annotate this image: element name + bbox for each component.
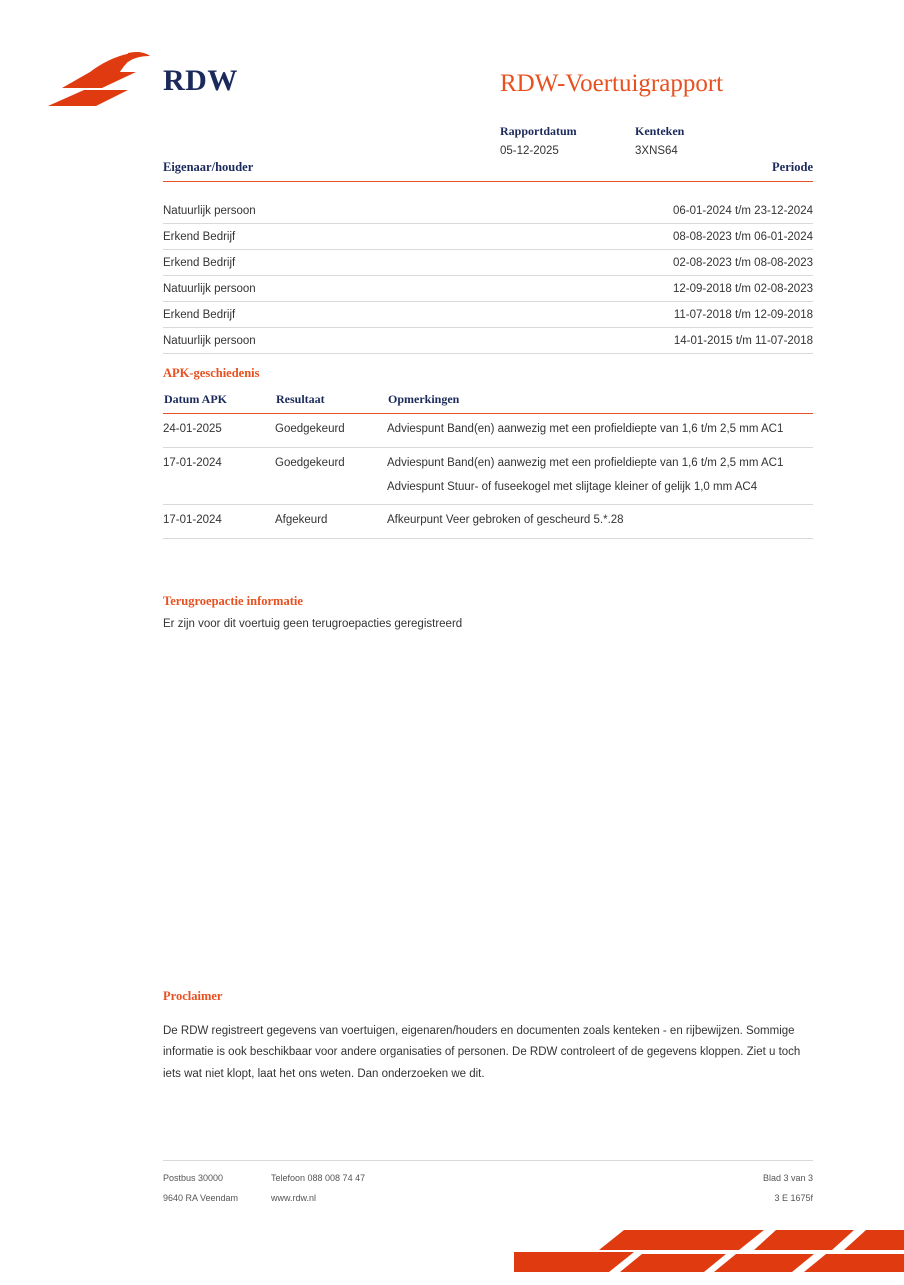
page-title: RDW-Voertuigrapport: [500, 70, 724, 97]
apk-remark: Adviespunt Band(en) aanwezig met een profieldiepte van 1,6 t/m 2,5 mm AC1: [387, 423, 784, 435]
recall-section: [163, 594, 813, 630]
table-row: [163, 328, 813, 354]
table-row: [163, 250, 813, 276]
apk-table: [163, 391, 813, 539]
owner-holder: Natuurlijk persoon: [163, 328, 422, 354]
apk-remarks: [387, 505, 813, 539]
document-footer: [163, 1160, 813, 1213]
apk-result: Afgekeurd: [275, 505, 387, 539]
apk-title: APK-geschiedenis: [163, 366, 260, 380]
footer-address-line2: 9640 RA Veendam: [163, 1193, 239, 1203]
footer-phone: Telefoon 088 008 74 47: [271, 1173, 366, 1183]
owner-holder: Erkend Bedrijf: [163, 250, 422, 276]
document-header: [0, 28, 904, 157]
rdw-wordmark: RDW: [163, 64, 238, 97]
apk-remarks: [387, 414, 813, 448]
owner-period: 14-01-2015 t/m 11-07-2018: [422, 328, 813, 354]
apk-col-date: Datum APK: [163, 391, 275, 414]
table-row: [163, 505, 813, 539]
apk-remark: Adviespunt Band(en) aanwezig met een profieldiepte van 1,6 t/m 2,5 mm AC1: [387, 456, 784, 469]
footer-row: [163, 1173, 813, 1183]
table-row: [163, 302, 813, 328]
footer-address-line1: Postbus 30000: [163, 1173, 224, 1183]
owner-holder: Natuurlijk persoon: [163, 276, 422, 302]
apk-result: Goedgekeurd: [275, 447, 387, 505]
owner-period: 11-07-2018 t/m 12-09-2018: [422, 302, 813, 328]
period-title: Periode: [772, 160, 813, 174]
apk-result: Goedgekeurd: [275, 414, 387, 448]
apk-col-result: Resultaat: [275, 391, 387, 414]
footer-doc-code: 3 E 1675f: [774, 1193, 813, 1203]
owner-period: 02-08-2023 t/m 08-08-2023: [422, 250, 813, 276]
apk-date: 24-01-2025: [163, 414, 275, 448]
table-row: [163, 447, 813, 505]
table-row: [163, 198, 813, 224]
owner-holder: Erkend Bedrijf: [163, 224, 422, 250]
owner-period: 12-09-2018 t/m 02-08-2023: [422, 276, 813, 302]
report-meta: [500, 124, 820, 157]
apk-date: 17-01-2024: [163, 447, 275, 505]
apk-remark: Adviespunt Stuur- of fuseekogel met slijtage kleiner of gelijk 1,0 mm AC4: [387, 480, 758, 493]
license-plate-label: Kenteken: [635, 124, 685, 138]
apk-history-section: [163, 366, 813, 539]
apk-date: 17-01-2024: [163, 505, 275, 539]
apk-col-remarks: Opmerkingen: [387, 391, 813, 414]
recall-title: Terugroepactie informatie: [163, 594, 303, 608]
owner-period: 08-08-2023 t/m 06-01-2024: [422, 224, 813, 250]
report-date-value: 05-12-2025: [500, 145, 559, 157]
report-date-label: Rapportdatum: [500, 124, 577, 138]
owner-period: 06-01-2024 t/m 23-12-2024: [422, 198, 813, 224]
recall-text: Er zijn voor dit voertuig geen terugroepacties geregistreerd: [163, 618, 463, 630]
owner-section-header: [163, 160, 813, 182]
license-plate-value: 3XNS64: [635, 145, 678, 157]
owner-title: Eigenaar/houder: [163, 160, 254, 174]
owner-table: [163, 198, 813, 354]
table-row: [163, 276, 813, 302]
bottom-chevron-graphic-icon: [514, 1220, 904, 1280]
disclaimer-section: [163, 989, 815, 1085]
table-row: [163, 414, 813, 448]
table-header-row: [163, 391, 813, 414]
rdw-arrow-logo-icon: [44, 50, 154, 112]
disclaimer-title: Proclaimer: [163, 989, 223, 1003]
apk-remark: Afkeurpunt Veer gebroken of gescheurd 5.*.28: [387, 514, 624, 527]
owner-section: [163, 160, 813, 354]
disclaimer-text: De RDW registreert gegevens van voertuigen, eigenaren/houders en documenten zoals kenteken - en rijbewijzen. Sommige informatie is ook beschikbaar voor andere organisaties of personen. De RDW controleert of de gegevens kloppen. Ziet u toch iets wat niet klopt, laat het ons weten. Dan onderzoeken we dit.: [163, 1025, 801, 1080]
apk-remarks: [387, 447, 813, 505]
footer-website-link[interactable]: www.rdw.nl: [271, 1193, 317, 1203]
owner-holder: Erkend Bedrijf: [163, 302, 422, 328]
table-row: [163, 224, 813, 250]
footer-row: [163, 1193, 813, 1203]
owner-holder: Natuurlijk persoon: [163, 198, 422, 224]
footer-page-info: Blad 3 van 3: [762, 1173, 813, 1183]
